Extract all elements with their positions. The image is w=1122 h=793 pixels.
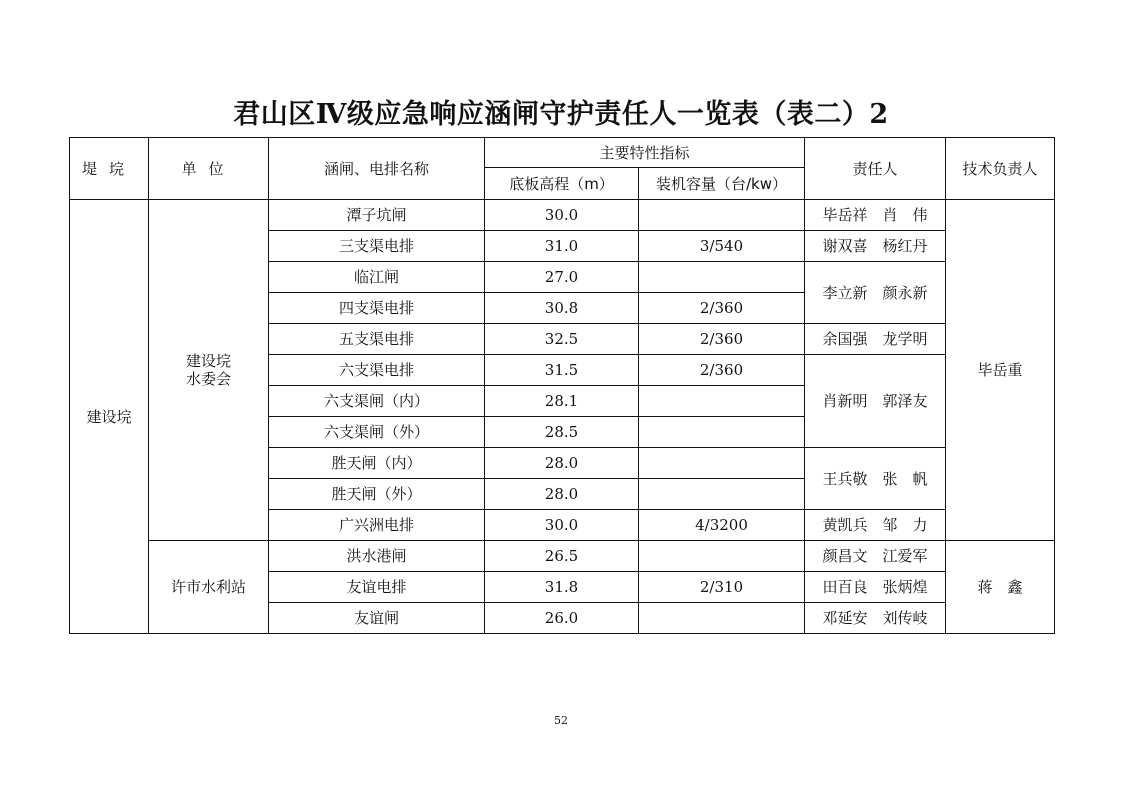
capacity bbox=[639, 417, 805, 448]
responsible-person: 田百良 张炳煌 bbox=[805, 572, 946, 603]
facility-name: 广兴洲电排 bbox=[269, 510, 485, 541]
capacity: 2/310 bbox=[639, 572, 805, 603]
floor-elevation: 27.0 bbox=[485, 262, 639, 293]
capacity: 2/360 bbox=[639, 293, 805, 324]
capacity: 3/540 bbox=[639, 231, 805, 262]
table-row bbox=[70, 541, 1055, 572]
capacity: 2/360 bbox=[639, 355, 805, 386]
tech-lead-cell: 毕岳重 bbox=[946, 200, 1055, 541]
header-main-indicators: 主要特性指标 bbox=[485, 138, 805, 168]
header-name: 涵闸、电排名称 bbox=[269, 138, 485, 200]
capacity bbox=[639, 541, 805, 572]
facility-name: 胜天闸（外） bbox=[269, 479, 485, 510]
page-title: 君山区Ⅳ级应急响应涵闸守护责任人一览表（表二）2 bbox=[233, 99, 889, 130]
capacity: 2/360 bbox=[639, 324, 805, 355]
unit-cell: 许市水利站 bbox=[149, 541, 269, 634]
header-tech-lead: 技术负责人 bbox=[946, 138, 1055, 200]
unit-cell bbox=[149, 200, 269, 541]
tech-lead-cell: 蒋 鑫 bbox=[946, 541, 1055, 634]
responsible-person: 王兵敬 张 帆 bbox=[805, 448, 946, 510]
responsible-person: 李立新 颜永新 bbox=[805, 262, 946, 324]
header-row-1 bbox=[70, 138, 1055, 168]
unit-label-line1: 建设垸 bbox=[185, 352, 231, 370]
floor-elevation: 32.5 bbox=[485, 324, 639, 355]
facility-name: 五支渠电排 bbox=[269, 324, 485, 355]
facility-name: 胜天闸（内） bbox=[269, 448, 485, 479]
floor-elevation: 31.8 bbox=[485, 572, 639, 603]
facility-name: 临江闸 bbox=[269, 262, 485, 293]
facility-name: 友谊电排 bbox=[269, 572, 485, 603]
capacity: 4/3200 bbox=[639, 510, 805, 541]
facility-name: 六支渠闸（外） bbox=[269, 417, 485, 448]
capacity bbox=[639, 603, 805, 634]
floor-elevation: 28.0 bbox=[485, 479, 639, 510]
capacity bbox=[639, 200, 805, 231]
responsible-person: 肖新明 郭泽友 bbox=[805, 355, 946, 448]
header-unit: 单位 bbox=[149, 138, 269, 200]
unit-label-line2: 水委会 bbox=[185, 370, 231, 388]
floor-elevation: 30.8 bbox=[485, 293, 639, 324]
facility-name: 四支渠电排 bbox=[269, 293, 485, 324]
responsible-person: 黄凯兵 邹 力 bbox=[805, 510, 946, 541]
capacity bbox=[639, 479, 805, 510]
floor-elevation: 28.5 bbox=[485, 417, 639, 448]
facility-name: 六支渠电排 bbox=[269, 355, 485, 386]
capacity bbox=[639, 386, 805, 417]
dike-cell: 建设垸 bbox=[70, 200, 149, 634]
header-responsible: 责任人 bbox=[805, 138, 946, 200]
facility-name: 友谊闸 bbox=[269, 603, 485, 634]
capacity bbox=[639, 448, 805, 479]
floor-elevation: 30.0 bbox=[485, 200, 639, 231]
floor-elevation: 30.0 bbox=[485, 510, 639, 541]
facility-name: 六支渠闸（内） bbox=[269, 386, 485, 417]
page-number: 52 bbox=[554, 714, 568, 727]
floor-elevation: 28.0 bbox=[485, 448, 639, 479]
facility-name: 潭子坑闸 bbox=[269, 200, 485, 231]
floor-elevation: 31.0 bbox=[485, 231, 639, 262]
responsible-person: 余国强 龙学明 bbox=[805, 324, 946, 355]
responsibility-table bbox=[69, 137, 1055, 634]
header-floor-elevation: 底板高程（m） bbox=[485, 168, 639, 200]
capacity bbox=[639, 262, 805, 293]
responsible-person: 毕岳祥 肖 伟 bbox=[805, 200, 946, 231]
floor-elevation: 31.5 bbox=[485, 355, 639, 386]
header-dike: 堤垸 bbox=[70, 138, 149, 200]
responsible-person: 邓延安 刘传岐 bbox=[805, 603, 946, 634]
responsible-person: 谢双喜 杨红丹 bbox=[805, 231, 946, 262]
facility-name: 三支渠电排 bbox=[269, 231, 485, 262]
table-row bbox=[70, 200, 1055, 231]
header-capacity: 装机容量（台/kw） bbox=[639, 168, 805, 200]
facility-name: 洪水港闸 bbox=[269, 541, 485, 572]
floor-elevation: 26.5 bbox=[485, 541, 639, 572]
floor-elevation: 28.1 bbox=[485, 386, 639, 417]
responsible-person: 颜昌文 江爱军 bbox=[805, 541, 946, 572]
floor-elevation: 26.0 bbox=[485, 603, 639, 634]
